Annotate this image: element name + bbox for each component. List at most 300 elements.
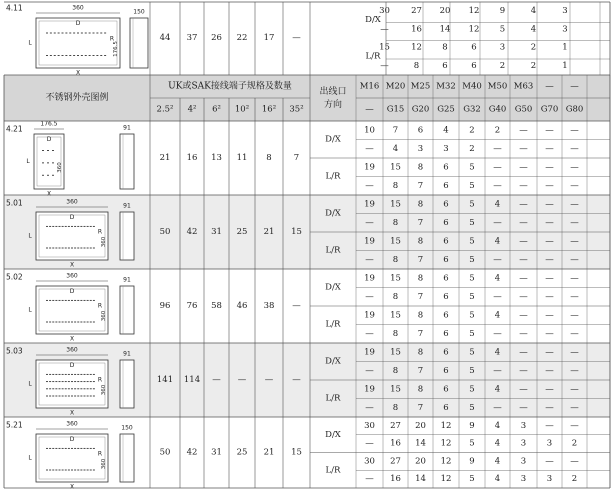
outlet-direction: D/X — [365, 15, 381, 25]
terminal-count: 50 — [159, 447, 171, 458]
cable-entry-count: 3 — [520, 438, 527, 449]
cable-entry-count: — — [545, 402, 554, 413]
model-number: 5.02 — [6, 272, 23, 282]
terminal-count: — — [212, 375, 221, 385]
cable-entry-count: 5 — [469, 438, 475, 449]
cable-entry-count: 5 — [469, 236, 475, 247]
cable-entry-count: 27 — [390, 420, 401, 431]
cable-entry-count: — — [545, 273, 554, 284]
cable-entry-count: 7 — [417, 328, 424, 339]
terminal-count: 8 — [266, 153, 272, 163]
outlet-direction: D/X — [325, 429, 341, 440]
cable-entry-count: 20 — [415, 420, 426, 431]
side-x-label: X — [69, 409, 75, 417]
cable-entry-count: 3 — [562, 24, 568, 35]
cable-entry-count: 9 — [469, 420, 475, 431]
cable-entry-count: 3 — [417, 143, 424, 154]
cable-entry-count: — — [519, 402, 528, 413]
cable-entry-count: 4 — [494, 273, 501, 284]
cable-entry-count: — — [519, 328, 528, 339]
outlet-direction: D/X — [325, 356, 341, 367]
terminal-count: 96 — [159, 301, 171, 311]
cable-entry-count: — — [570, 180, 579, 191]
terminal-size-header: 6² — [212, 104, 221, 115]
cable-entry-count: — — [570, 310, 579, 321]
cable-entry-count: — — [570, 402, 579, 413]
cable-entry-count: 6 — [443, 384, 449, 395]
gland-g-size: G20 — [411, 104, 430, 115]
cable-entry-count: 5 — [469, 474, 475, 485]
cable-entry-count: — — [545, 199, 554, 210]
cable-entry-count: 19 — [364, 273, 375, 284]
cable-entry-count: 4 — [494, 420, 501, 431]
cable-entry-count: — — [545, 162, 554, 173]
cable-entry-count: — — [570, 125, 579, 136]
cable-entry-count: — — [365, 438, 374, 449]
cable-entry-count: 6 — [443, 180, 449, 191]
height-dimension-label: 360 — [57, 162, 63, 173]
cable-entry-count: — — [545, 125, 554, 136]
terminal-count: 21 — [263, 227, 275, 237]
model-number: 5.21 — [6, 420, 23, 430]
side-r-label: R — [97, 302, 103, 310]
cable-entry-count: 5 — [469, 402, 475, 413]
outlet-direction: D/X — [325, 208, 341, 219]
cable-entry-count: 5 — [469, 328, 475, 339]
cable-entry-count: 4 — [443, 125, 449, 136]
cable-entry-count: 6 — [442, 61, 448, 71]
terminal-count: — — [292, 375, 301, 385]
cable-entry-count: — — [365, 143, 374, 154]
outlet-direction: L/R — [325, 465, 341, 476]
terminal-count: 50 — [159, 227, 171, 237]
cable-entry-count: 6 — [443, 347, 449, 358]
outlet-header: 方向 — [323, 100, 343, 110]
model-number: 5.03 — [6, 346, 23, 356]
cable-entry-count: — — [545, 143, 554, 154]
cable-entry-count: 30 — [364, 456, 375, 467]
cable-entry-count: 6 — [443, 199, 449, 210]
cable-entry-count: 8 — [392, 217, 399, 228]
cable-entry-count: 12 — [468, 6, 480, 16]
terminal-count: — — [292, 33, 301, 43]
cable-entry-count: 14 — [439, 24, 451, 35]
cable-entry-count: 9 — [499, 6, 506, 16]
terminal-count: 42 — [186, 227, 198, 237]
cable-entry-count: 8 — [417, 236, 424, 247]
terminal-count: 141 — [156, 375, 174, 385]
cable-entry-count: 12 — [440, 456, 452, 467]
cable-entry-count: — — [493, 365, 502, 376]
cable-entry-count: — — [519, 236, 528, 247]
cable-entry-count: — — [365, 328, 374, 339]
cable-entry-count: 8 — [392, 254, 399, 265]
cable-entry-count: — — [570, 420, 579, 431]
terminal-count: 21 — [263, 447, 275, 458]
side-l-label: L — [28, 232, 32, 240]
cable-entry-count: 2 — [499, 61, 506, 71]
depth-dimension-label: 91 — [123, 276, 131, 284]
cable-entry-count: 12 — [440, 420, 452, 431]
terminal-count: 17 — [263, 33, 275, 43]
cable-entry-count: 19 — [364, 199, 375, 210]
outlet-direction: L/R — [325, 171, 341, 182]
side-r-label: R — [97, 450, 103, 458]
cable-entry-count: 15 — [390, 199, 401, 210]
cable-entry-count: 5 — [469, 180, 475, 191]
cable-entry-count: — — [519, 125, 528, 136]
cable-entry-count: 6 — [471, 61, 477, 71]
cable-entry-count: 15 — [390, 162, 401, 173]
side-x-label: X — [75, 69, 81, 77]
height-dimension-label: 360 — [101, 310, 107, 322]
cable-entry-count: 5 — [469, 217, 475, 228]
height-dimension-label: 360 — [101, 384, 107, 396]
gland-g-size: G80 — [565, 104, 584, 115]
cable-entry-count: — — [545, 180, 554, 191]
cable-entry-count: 10 — [364, 125, 375, 136]
width-dimension-label: 176.5 — [40, 120, 58, 128]
cable-entry-count: — — [519, 291, 528, 302]
cable-entry-count: 19 — [364, 347, 375, 358]
enclosure-side — [120, 434, 134, 482]
terminal-count: 76 — [186, 301, 198, 311]
cable-entry-count: — — [519, 199, 528, 210]
cable-entry-count: — — [519, 217, 528, 228]
outlet-direction: D/X — [325, 282, 341, 293]
cable-entry-count: 15 — [390, 310, 401, 321]
cable-entry-count: 3 — [546, 474, 553, 485]
cable-entry-count: 4 — [494, 310, 501, 321]
terminal-size-header: 35² — [289, 104, 304, 115]
terminal-count: — — [237, 375, 247, 385]
cable-entry-count: 16 — [411, 24, 422, 35]
terminal-count: 22 — [236, 33, 248, 43]
gland-m-size: M20 — [385, 81, 406, 92]
cable-entry-count: — — [570, 384, 579, 395]
terminal-count: 7 — [293, 153, 300, 163]
cable-entry-count: — — [570, 217, 579, 228]
terminal-spec-header: UK或SAK接线端子规格及数量 — [168, 81, 292, 92]
cable-entry-count: — — [493, 328, 502, 339]
side-l-label: L — [26, 158, 30, 165]
side-r-label: R — [97, 376, 103, 384]
gland-m-size: M16 — [359, 81, 380, 92]
cable-entry-count: 6 — [443, 236, 449, 247]
cable-entry-count: — — [519, 273, 528, 284]
side-x-label: X — [46, 190, 52, 198]
side-d-label: D — [69, 288, 75, 295]
cable-entry-count: 3 — [499, 42, 506, 53]
cable-entry-count: 27 — [411, 6, 422, 16]
side-l-label: L — [28, 306, 32, 314]
cable-entry-count: 5 — [469, 291, 475, 302]
cable-entry-count: 6 — [471, 42, 477, 53]
cable-entry-count: 5 — [499, 24, 506, 35]
cable-entry-count: 2 — [469, 143, 475, 154]
cable-entry-count: 7 — [417, 402, 424, 413]
cable-entry-count: 15 — [390, 273, 401, 284]
terminal-size-header: 4² — [187, 104, 197, 115]
cable-entry-count: — — [570, 456, 579, 467]
model-number: 4.21 — [6, 124, 23, 134]
cable-entry-count: 1 — [562, 61, 568, 71]
model-number: 5.01 — [6, 198, 23, 208]
cable-entry-count: 4 — [494, 347, 501, 358]
enclosure-drawing — [28, 273, 108, 343]
cable-entry-count: 4 — [494, 384, 501, 395]
cable-entry-count: — — [365, 474, 374, 485]
cable-entry-count: 5 — [469, 273, 475, 284]
cable-entry-count: 8 — [417, 273, 424, 284]
cable-entry-count: 2 — [530, 61, 537, 71]
gland-m-size: — — [570, 81, 579, 92]
cable-entry-count: 8 — [392, 402, 399, 413]
cable-entry-count: — — [570, 347, 579, 358]
cable-entry-count: 15 — [390, 347, 401, 358]
cable-entry-count: 15 — [379, 42, 390, 53]
cable-entry-count: — — [365, 402, 374, 413]
outlet-direction: L/R — [365, 51, 381, 62]
cable-entry-count: 8 — [392, 328, 399, 339]
cable-entry-count: — — [545, 384, 554, 395]
enclosure-side — [120, 286, 134, 334]
cable-entry-count: 5 — [469, 365, 475, 376]
cable-entry-count: 20 — [439, 6, 451, 16]
side-d-label: D — [69, 436, 75, 443]
cable-entry-count: 3 — [520, 456, 527, 467]
gland-m-size: M50 — [487, 81, 508, 92]
cable-entry-count: 3 — [562, 6, 568, 16]
cable-entry-count: 12 — [440, 474, 452, 485]
cable-entry-count: 4 — [494, 236, 501, 247]
outlet-direction: L/R — [325, 319, 341, 330]
cable-entry-count: 14 — [415, 474, 426, 485]
cable-entry-count: 16 — [390, 438, 401, 449]
terminal-count: 13 — [211, 153, 222, 163]
enclosure-side — [120, 360, 134, 408]
cable-entry-count: — — [570, 236, 579, 247]
terminal-count: 25 — [236, 227, 248, 237]
cable-entry-count: 5 — [469, 347, 475, 358]
cable-entry-count: 4 — [530, 24, 537, 35]
cable-entry-count: 2 — [530, 42, 537, 53]
cable-entry-count: — — [545, 456, 554, 467]
cable-entry-count: 2 — [571, 438, 578, 449]
terminal-count: 15 — [291, 227, 302, 237]
cable-entry-count: 12 — [468, 24, 480, 35]
cable-entry-count: — — [570, 328, 579, 339]
cable-entry-count: 15 — [390, 384, 401, 395]
width-dimension-label: 360 — [66, 272, 78, 280]
terminal-count: 42 — [186, 447, 198, 458]
terminal-count: 16 — [186, 153, 198, 163]
cable-entry-count: — — [493, 143, 502, 154]
gland-g-size: — — [365, 104, 374, 115]
side-d-label: D — [75, 20, 81, 27]
height-dimension-label: 360 — [101, 236, 107, 248]
cable-entry-count: 3 — [546, 438, 553, 449]
terminal-count: 15 — [291, 447, 302, 458]
cable-entry-count: — — [519, 365, 528, 376]
enclosure-column-header: 不锈钢外壳图例 — [45, 93, 109, 103]
cable-entry-count: 2 — [469, 125, 475, 136]
cable-entry-count: — — [519, 384, 528, 395]
cable-entry-count: 12 — [440, 438, 452, 449]
outlet-direction: L/R — [325, 245, 341, 256]
cable-entry-count: — — [570, 143, 579, 154]
cable-entry-count: — — [365, 254, 374, 265]
enclosure-side — [120, 212, 134, 260]
cable-entry-count: 4 — [494, 199, 501, 210]
cable-entry-count: — — [493, 254, 502, 265]
cable-entry-count: 19 — [364, 310, 375, 321]
gland-g-size: G32 — [463, 104, 481, 115]
cable-entry-count: — — [570, 291, 579, 302]
terminal-count: 21 — [159, 153, 171, 163]
cable-entry-count: 20 — [415, 456, 426, 467]
side-r-label: R — [109, 35, 115, 43]
cable-entry-count: 7 — [417, 365, 424, 376]
cable-entry-count: 8 — [392, 365, 399, 376]
cable-entry-count: — — [493, 291, 502, 302]
height-dimension-label: 176.5 — [113, 41, 119, 57]
cable-entry-count: — — [493, 162, 502, 173]
cable-entry-count: 7 — [417, 180, 424, 191]
cable-entry-count: — — [545, 236, 554, 247]
cable-entry-count: 3 — [443, 143, 449, 154]
cable-entry-count: — — [519, 143, 528, 154]
cable-entry-count: 5 — [469, 310, 475, 321]
cable-entry-count: — — [545, 217, 554, 228]
side-x-label: X — [69, 261, 75, 269]
cable-entry-count: 6 — [417, 125, 424, 136]
cable-entry-count: — — [570, 199, 579, 210]
cable-entry-count: 8 — [392, 180, 399, 191]
terminal-count: 44 — [159, 33, 171, 43]
side-x-label: X — [69, 335, 75, 343]
cable-entry-count: — — [519, 347, 528, 358]
cable-entry-count: 4 — [530, 6, 537, 16]
cable-entry-count: — — [519, 254, 528, 265]
cable-entry-count: — — [545, 328, 554, 339]
depth-dimension-label: 91 — [123, 202, 131, 210]
cable-entry-count: 16 — [390, 474, 401, 485]
cable-entry-count: 2 — [494, 125, 501, 136]
gland-m-size: M32 — [436, 81, 456, 92]
cable-entry-count: 15 — [390, 236, 401, 247]
terminal-count: — — [264, 375, 274, 385]
cable-entry-count: — — [493, 180, 502, 191]
cable-entry-count: 8 — [442, 42, 448, 53]
cable-entry-count: — — [545, 420, 554, 431]
side-x-label: X — [69, 483, 75, 490]
terminal-count: 58 — [211, 301, 222, 311]
width-dimension-label: 360 — [66, 420, 78, 428]
cable-entry-count: 8 — [413, 61, 420, 71]
side-l-label: L — [28, 454, 32, 462]
depth-dimension-label: 150 — [133, 8, 145, 16]
cable-entry-count: — — [545, 310, 554, 321]
depth-dimension-label: 91 — [123, 350, 131, 358]
gland-m-size: M63 — [513, 81, 534, 92]
cable-entry-count: 7 — [417, 254, 424, 265]
cable-entry-count: — — [365, 365, 374, 376]
cable-entry-count: — — [380, 61, 389, 71]
side-d-label: D — [69, 214, 75, 221]
cable-entry-count: — — [493, 402, 502, 413]
gland-m-size: — — [545, 81, 554, 92]
cable-entry-count: 5 — [469, 162, 475, 173]
terminal-count: 37 — [186, 33, 198, 43]
width-dimension-label: 360 — [66, 346, 78, 354]
cable-entry-count: 6 — [443, 310, 449, 321]
cable-entry-count: 3 — [520, 420, 527, 431]
side-d-label: D — [69, 362, 75, 369]
outlet-header: 出线口 — [319, 87, 347, 97]
cable-entry-count: 19 — [364, 236, 375, 247]
terminal-count: 31 — [211, 227, 222, 237]
cable-entry-count: 12 — [411, 42, 422, 53]
terminal-count: 25 — [236, 447, 248, 458]
terminal-count: 46 — [236, 301, 248, 311]
cable-entry-count: — — [545, 347, 554, 358]
terminal-count: 31 — [211, 447, 222, 458]
gland-g-size: G15 — [386, 104, 405, 115]
terminal-count: 38 — [263, 301, 275, 311]
terminal-count: 26 — [211, 33, 222, 43]
cable-entry-count: 30 — [364, 420, 375, 431]
cable-entry-count: 6 — [443, 402, 449, 413]
cable-entry-count: — — [570, 162, 579, 173]
width-dimension-label: 360 — [66, 198, 78, 206]
cable-entry-count: 3 — [520, 474, 527, 485]
cable-entry-count: — — [365, 180, 374, 191]
side-r-label: R — [97, 228, 103, 236]
cable-entry-count: — — [545, 291, 554, 302]
cable-entry-count: 7 — [417, 217, 424, 228]
side-l-label: L — [28, 39, 32, 47]
model-number: 4.11 — [6, 3, 23, 13]
cable-entry-count: 6 — [443, 254, 449, 265]
cable-entry-count: 8 — [417, 347, 424, 358]
cable-entry-count: 4 — [392, 143, 399, 154]
cable-entry-count: — — [545, 254, 554, 265]
cable-entry-count: — — [519, 310, 528, 321]
cable-entry-count: 6 — [443, 365, 449, 376]
terminal-count: 114 — [183, 375, 201, 385]
cable-entry-count: 8 — [392, 291, 399, 302]
cable-entry-count: 7 — [392, 125, 399, 136]
cable-entry-count: 6 — [443, 217, 449, 228]
cable-entry-count: 19 — [364, 162, 375, 173]
cable-entry-count: 5 — [469, 384, 475, 395]
cable-entry-count: 8 — [417, 162, 424, 173]
cable-entry-count: — — [380, 24, 389, 35]
cable-entry-count: 4 — [494, 474, 501, 485]
enclosure-side — [130, 18, 148, 68]
cable-entry-count: 6 — [443, 162, 449, 173]
cable-entry-count: 9 — [469, 456, 475, 467]
cable-entry-count: — — [570, 365, 579, 376]
cable-entry-count: — — [519, 162, 528, 173]
cable-entry-count: 4 — [494, 438, 501, 449]
cable-entry-count: — — [570, 273, 579, 284]
cable-entry-count: 1 — [562, 42, 568, 53]
depth-dimension-label: 91 — [123, 124, 131, 132]
cable-entry-count: 2 — [571, 474, 578, 485]
enclosure-drawing — [26, 121, 64, 198]
